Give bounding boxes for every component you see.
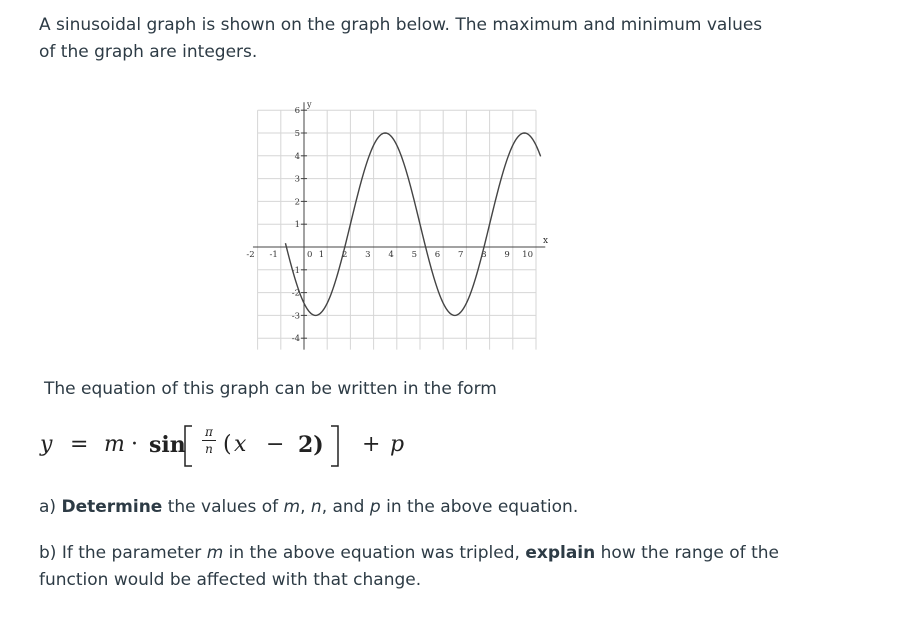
eq-fraction bbox=[202, 425, 216, 457]
qa-sep1: , bbox=[300, 497, 311, 517]
eq-two: 2) bbox=[298, 432, 324, 458]
eq-n: n bbox=[205, 442, 213, 456]
fraction-bar bbox=[202, 440, 216, 441]
x-tick-label: 9 bbox=[504, 250, 510, 260]
y-tick-label: 3 bbox=[294, 174, 300, 185]
y-tick-label: 1 bbox=[294, 220, 300, 231]
eq-lparen: ( bbox=[223, 432, 232, 457]
x-tick-label: 1 bbox=[318, 250, 325, 260]
qb-m: m bbox=[206, 543, 224, 563]
intro-text bbox=[39, 12, 799, 66]
qb-line-1 bbox=[39, 540, 819, 567]
x-tick-label: 7 bbox=[457, 250, 464, 260]
x-tick-label: -2 bbox=[246, 250, 255, 260]
qb-prefix: b) If the parameter bbox=[39, 543, 207, 563]
qb-text1: in the above equation was tripled, bbox=[223, 543, 526, 563]
eq-m: m bbox=[104, 432, 125, 457]
qa-determine: Determine bbox=[61, 497, 163, 517]
intro-line-1: A sinusoidal graph is shown on the graph below. The maximum and minimum values bbox=[39, 15, 763, 35]
x-axis-label: x bbox=[542, 236, 549, 246]
qa-text2: in the above equation. bbox=[380, 497, 579, 517]
qb-text2: how the range of the bbox=[595, 543, 779, 563]
question-b bbox=[39, 540, 819, 594]
x-tick-label: 10 bbox=[522, 250, 533, 260]
form-statement: The equation of this graph can be written in the form bbox=[44, 379, 497, 399]
y-tick-label: 5 bbox=[294, 129, 300, 139]
eq-p: p bbox=[390, 432, 405, 457]
eq-y: y bbox=[40, 432, 53, 457]
eq-sin: sin bbox=[149, 432, 186, 458]
y-tick-label: -4 bbox=[291, 334, 300, 345]
y-tick-label: -3 bbox=[291, 311, 300, 322]
equation bbox=[40, 422, 460, 470]
qa-p: p bbox=[369, 497, 381, 517]
qb-explain: explain bbox=[525, 543, 596, 563]
question-a bbox=[39, 494, 578, 521]
left-bracket bbox=[182, 424, 196, 468]
eq-plus: + bbox=[362, 432, 381, 457]
qa-m: m bbox=[283, 497, 301, 517]
x-tick-label: 8 bbox=[481, 250, 487, 260]
qa-sep2: , and bbox=[321, 497, 370, 517]
y-tick-label: -2 bbox=[291, 288, 300, 299]
y-tick-label: 6 bbox=[294, 106, 300, 117]
x-tick-label: -1 bbox=[269, 250, 278, 260]
y-axis-label: y bbox=[307, 99, 312, 109]
y-tick-label: 2 bbox=[294, 197, 300, 208]
y-tick-label: -1 bbox=[291, 265, 300, 276]
x-tick-label: 0 bbox=[307, 250, 313, 260]
eq-equals: = bbox=[70, 432, 89, 457]
x-tick-label: 2 bbox=[341, 250, 348, 260]
eq-x: x bbox=[234, 432, 247, 457]
qa-prefix: a) bbox=[39, 497, 62, 517]
eq-dot: · bbox=[131, 432, 138, 457]
y-tick-label: 4 bbox=[294, 151, 300, 162]
qa-text1: the values of bbox=[162, 497, 284, 517]
x-tick-label: 3 bbox=[365, 250, 371, 260]
eq-minus: − bbox=[266, 432, 285, 457]
x-tick-label: 5 bbox=[411, 250, 417, 260]
qb-line-2: function would be affected with that change. bbox=[39, 570, 422, 590]
right-bracket bbox=[327, 424, 341, 468]
intro-line-2: of the graph are integers. bbox=[39, 42, 258, 62]
qa-n: n bbox=[310, 497, 322, 517]
eq-pi: π bbox=[205, 425, 213, 439]
sinusoidal-graph bbox=[246, 88, 560, 353]
x-tick-label: 4 bbox=[388, 250, 394, 260]
x-tick-label: 6 bbox=[434, 250, 441, 260]
